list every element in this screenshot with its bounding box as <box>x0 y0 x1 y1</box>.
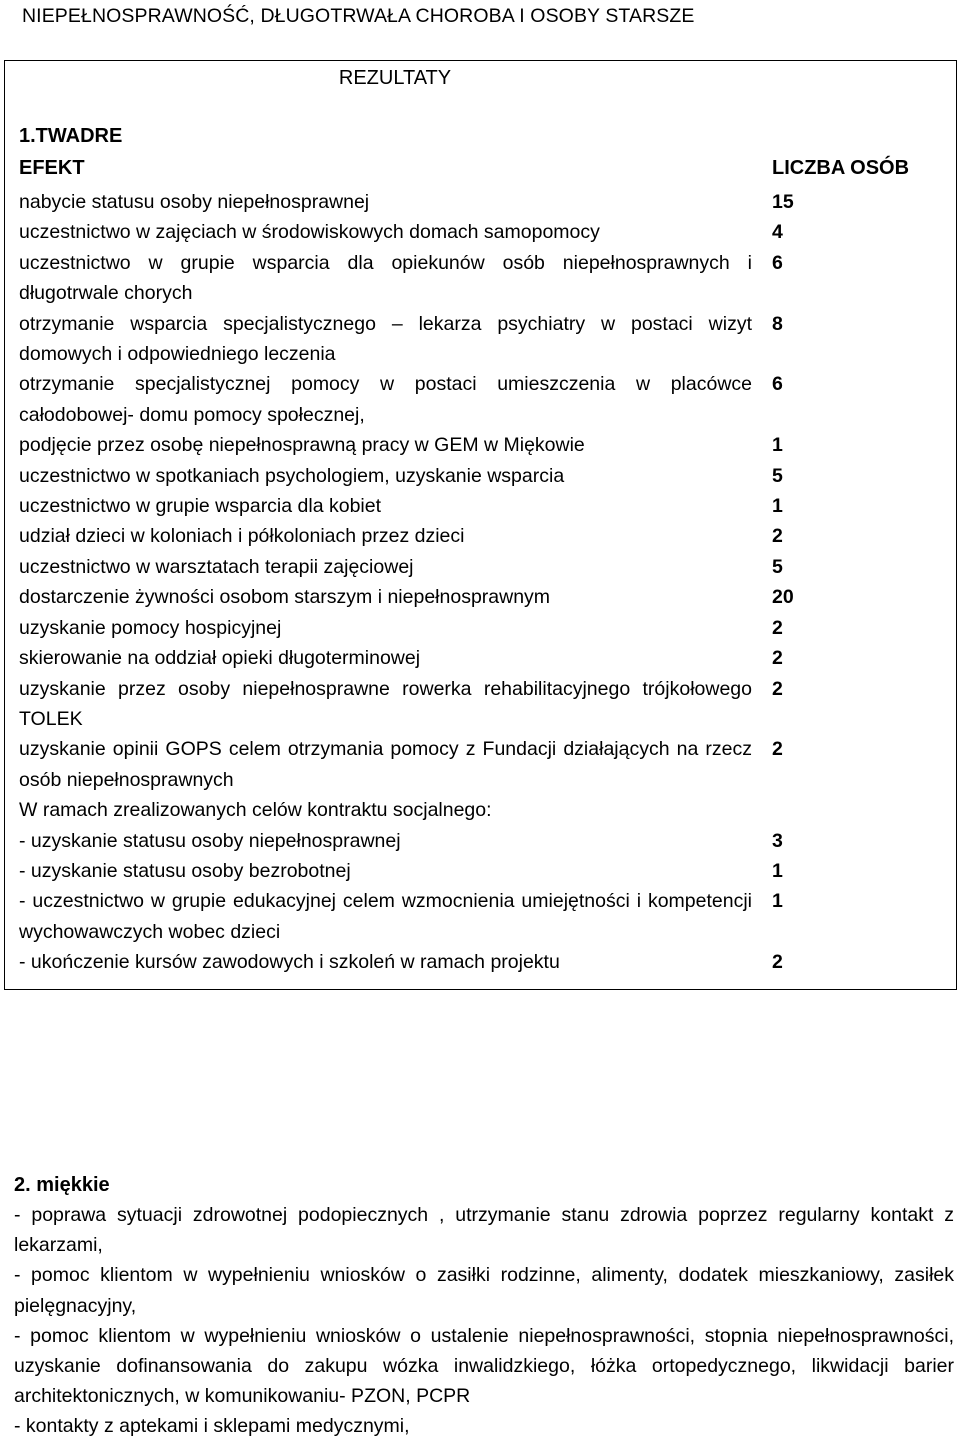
row-count: 2 <box>772 738 783 761</box>
row-count: 5 <box>772 555 783 578</box>
table-row <box>19 491 954 521</box>
row-text: uczestnictwo w grupie wsparcia dla kobiet <box>19 495 382 518</box>
table-row <box>19 886 954 947</box>
row-count: 1 <box>772 859 783 882</box>
table-row <box>19 643 954 673</box>
row-count: 1 <box>772 495 783 518</box>
row-text: nabycie statusu osoby niepełnosprawnej <box>19 191 370 213</box>
table-row <box>19 947 954 977</box>
table-row <box>19 795 954 825</box>
table-row <box>19 309 954 370</box>
table-row <box>19 582 954 612</box>
list-item: - kontakty z aptekami i sklepami medycznymi, <box>14 1415 410 1438</box>
row-text: podjęcie przez osobę niepełnosprawną pracy w GEM w Miękowie <box>19 434 585 457</box>
table-row <box>19 248 954 309</box>
row-text: uczestnictwo w warsztatach terapii zajęciowej <box>19 555 414 578</box>
row-count: 2 <box>772 525 783 548</box>
row-text: - uczestnictwo w grupie edukacyjnej celem wzmocnienia umiejętności i kompetencji wychowawczych wobec dzieci <box>19 890 752 943</box>
table-row <box>19 613 954 643</box>
row-text: otrzymanie wsparcia specjalistycznego – lekarza psychiatry w postaci wizyt domowych i odpowiedniego leczenia <box>19 312 752 366</box>
results-box <box>4 60 957 990</box>
table-row <box>19 187 954 217</box>
row-text: uczestnictwo w zajęciach w środowiskowych domach samopomocy <box>19 221 600 244</box>
section-miekkie <box>14 1170 954 1442</box>
row-text: otrzymanie specjalistycznej pomocy w postaci umieszczenia w placówce całodobowej- domu pomocy społecznej, <box>19 373 752 426</box>
row-text: uzyskanie opinii GOPS celem otrzymania pomocy z Fundacji działających na rzecz osób niepełnosprawnych <box>19 738 752 791</box>
table-row <box>19 674 954 735</box>
row-count: 5 <box>772 464 783 487</box>
table-row <box>19 552 954 582</box>
row-count: 4 <box>772 221 783 244</box>
table-row <box>19 734 954 795</box>
row-text: dostarczenie żywności osobom starszym i niepełnosprawnym <box>19 586 551 609</box>
results-table <box>19 187 954 978</box>
row-text: uczestnictwo w grupie wsparcia dla opiekunów osób niepełnosprawnych i długotrwale chorych <box>19 251 752 305</box>
row-text: skierowanie na oddział opieki długoterminowej <box>19 647 421 670</box>
table-row <box>19 521 954 551</box>
results-title: REZULTATY <box>338 67 452 89</box>
section-miekkie-title: 2. miękkie <box>14 1174 110 1196</box>
row-text: udział dzieci w koloniach i półkoloniach przez dzieci <box>19 525 465 548</box>
row-text: - ukończenie kursów zawodowych i szkoleń w ramach projektu <box>19 951 560 974</box>
table-row <box>19 369 954 430</box>
table-row <box>19 461 954 491</box>
row-text: - uzyskanie statusu osoby bezrobotnej <box>19 859 351 882</box>
row-count: 1 <box>772 890 783 913</box>
row-text: uzyskanie przez osoby niepełnosprawne rowerka rehabilitacyjnego trójkołowego TOLEK <box>19 677 752 730</box>
row-text: uczestnictwo w spotkaniach psychologiem, uzyskanie wsparcia <box>19 464 565 487</box>
row-text: W ramach zrealizowanych celów kontraktu socjalnego: <box>19 799 492 822</box>
column-header-efekt: EFEKT <box>19 157 85 179</box>
table-row <box>19 430 954 460</box>
row-text: - uzyskanie statusu osoby niepełnosprawnej <box>19 829 401 852</box>
list-item: - pomoc klientom w wypełnieniu wniosków o zasiłki rodzinne, alimenty, dodatek mieszkaniowy, zasiłek pielęgnacyjny, <box>14 1264 954 1317</box>
row-count: 2 <box>772 951 783 974</box>
row-count: 6 <box>772 373 783 396</box>
table-row <box>19 217 954 247</box>
row-text: uzyskanie pomocy hospicyjnej <box>19 616 282 639</box>
column-header-count: LICZBA OSÓB <box>772 157 910 179</box>
list-item: - poprawa sytuacji zdrowotnej podopiecznych , utrzymanie stanu zdrowia poprzez regularny kontakt z lekarzami, <box>14 1204 954 1257</box>
page-title: NIEPEŁNOSPRAWNOŚĆ, DŁUGOTRWAŁA CHOROBA I OSOBY STARSZE <box>22 5 695 27</box>
row-count: 20 <box>772 586 794 609</box>
table-row <box>19 856 954 886</box>
list-item: - pomoc klientom w wypełnieniu wniosków o ustalenie niepełnosprawności, stopnia niepełnosprawności, uzyskanie dofinansowania do zakupu wózka inwalidzkiego, łóżka ortopedycznego, likwidacji barier architektonicznych, w komunikowaniu- PZON, PCPR <box>14 1324 954 1408</box>
row-count: 8 <box>772 312 783 335</box>
row-count: 2 <box>772 647 783 670</box>
table-row <box>19 826 954 856</box>
row-count: 2 <box>772 616 783 639</box>
section-twadre-title: 1.TWADRE <box>19 125 123 147</box>
row-count: 1 <box>772 434 783 457</box>
row-count: 6 <box>772 251 783 274</box>
row-count: 2 <box>772 677 783 700</box>
row-count: 15 <box>772 191 794 213</box>
row-count: 3 <box>772 829 783 852</box>
